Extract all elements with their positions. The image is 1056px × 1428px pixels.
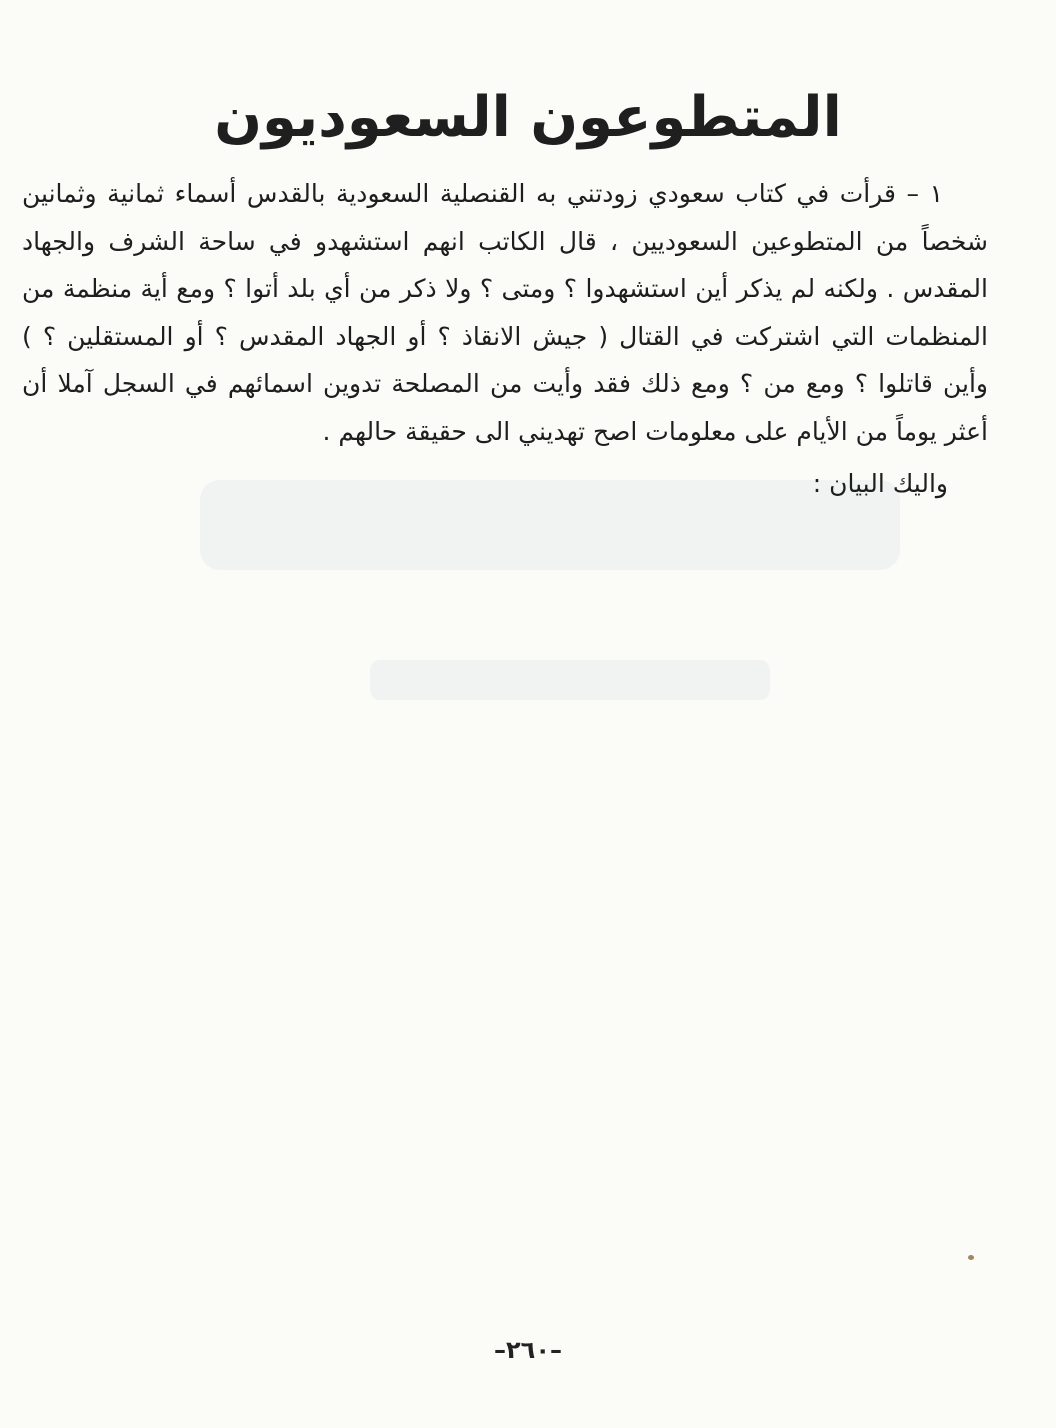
main-text [22,170,988,455]
statement-intro: واليك البيان : [812,469,948,498]
paragraph: ١ – قرأت في كتاب سعودي زودتني به القنصلية السعودية بالقدس أسماء ثمانية وثمانين شخصاً من المتطوعين السعوديين ، قال الكاتب انهم استشهدو في ساحة الشرف والجهاد المقدس . ولكنه لم يذكر أين استشهدوا ؟ ومتى ؟ ولا ذكر من أي بلد أتوا ؟ ومع أية منظمة من المنظمات التي اشتركت في القتال ( جيش الانقاذ ؟ أو الجهاد المقدس ؟ أو المستقلين ؟ ) وأين قاتلوا ؟ ومع من ؟ ومع ذلك فقد وأيت من المصلحة تدوين اسمائهم في السجل آملا أن أعثر يوماً من الأيام على معلومات اصح تهديني الى حقيقة حالهم . [22,179,988,446]
page-number: –٢٦٠– [494,1336,562,1364]
page-title: المتطوعون السعوديون [214,84,842,150]
paper-speck [968,1255,974,1260]
